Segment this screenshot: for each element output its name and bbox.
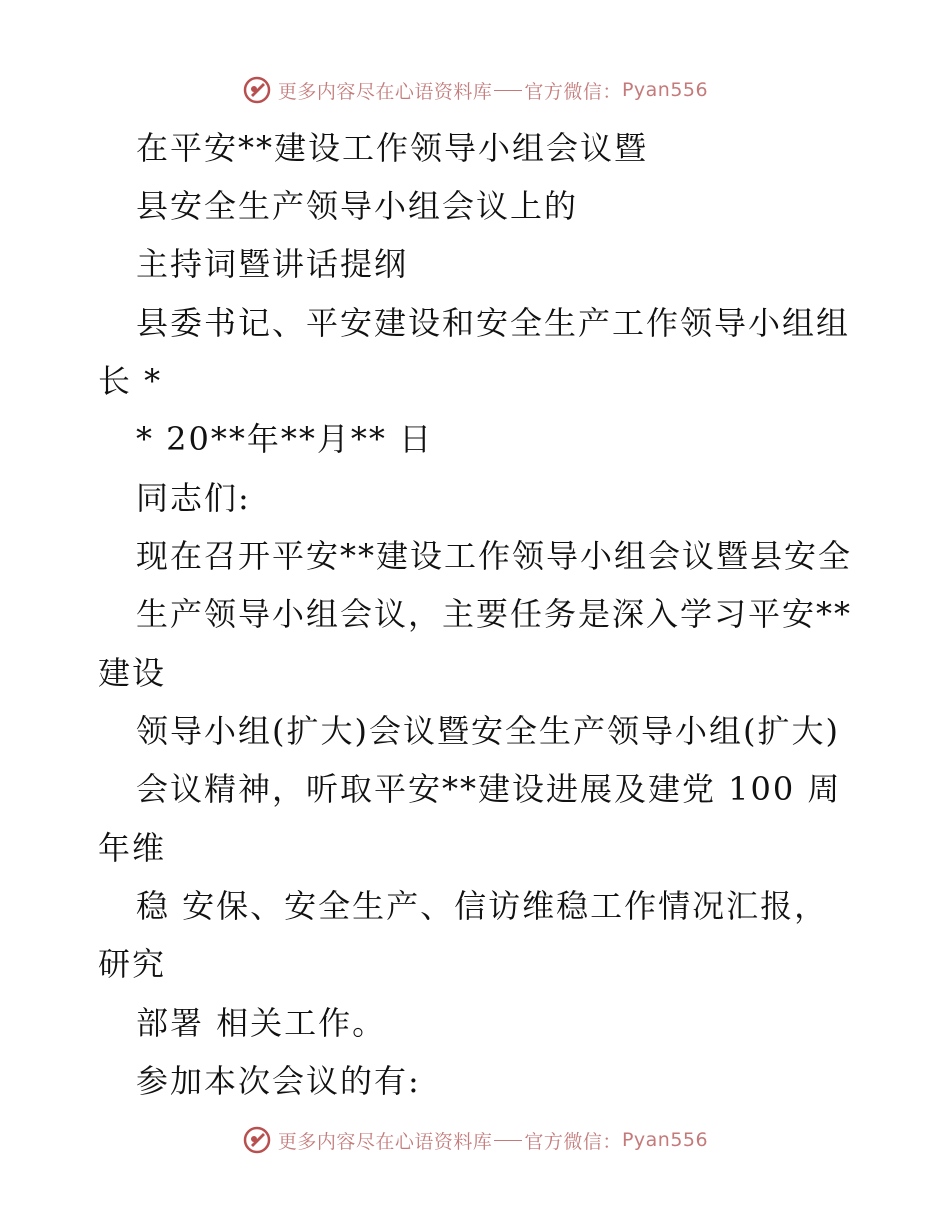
watermark-sub-text: 官方微信： — [524, 80, 622, 103]
doc-title-line-3: 主持词暨讲话提纲 — [136, 245, 409, 283]
watermark-wechat-id: Pyan556 — [621, 79, 709, 101]
doc-paragraph-line: 研究 — [98, 945, 167, 983]
doc-attendees-line: 参加本次会议的有: — [136, 1062, 421, 1100]
watermark-main-text: 更多内容尽在心语资料库 — [277, 80, 493, 103]
brand-logo-icon — [242, 75, 272, 105]
footer-watermark — [0, 1122, 950, 1158]
watermark-main-text: 更多内容尽在心语资料库 — [277, 1130, 493, 1153]
watermark-dash — [494, 90, 522, 91]
doc-paragraph-line: 建设 — [98, 654, 167, 692]
doc-paragraph-line: 生产领导小组会议，主要任务是深入学习平安** — [136, 595, 853, 633]
doc-title-line-1: 在平安**建设工作领导小组会议暨 — [136, 129, 649, 167]
brand-logo-icon — [242, 1125, 272, 1155]
header-watermark — [0, 72, 950, 108]
doc-paragraph-line: 部署 相关工作。 — [136, 1004, 387, 1042]
doc-paragraph-line: 现在召开平安**建设工作领导小组会议暨县安全 — [136, 537, 853, 575]
doc-paragraph-line: 会议精神，听取平安**建设进展及建党 100 周 — [136, 770, 842, 808]
doc-title-line-2: 县安全生产领导小组会议上的 — [136, 187, 579, 225]
doc-paragraph-line: 领导小组(扩大)会议暨安全生产领导小组(扩大) — [136, 712, 840, 750]
doc-paragraph-line: 年维 — [98, 829, 167, 867]
doc-salutation: 同志们: — [136, 479, 251, 517]
doc-paragraph-line: 稳 安保、安全生产、信访维稳工作情况汇报， — [136, 887, 829, 925]
doc-speaker-line-cont: 长 * — [98, 362, 163, 400]
doc-date-line: * 20**年**月** 日 — [136, 420, 434, 458]
watermark-dash — [494, 1140, 522, 1141]
watermark-wechat-id: Pyan556 — [621, 1129, 709, 1151]
watermark-sub-text: 官方微信： — [524, 1130, 622, 1153]
doc-speaker-line: 县委书记、平安建设和安全生产工作领导小组组 — [136, 304, 851, 342]
